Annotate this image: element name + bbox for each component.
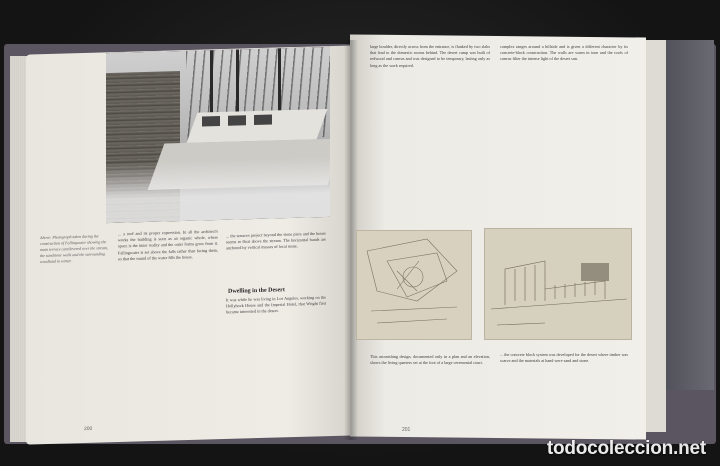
tree-trunk bbox=[278, 48, 281, 118]
watermark-brand: todocoleccion bbox=[546, 438, 674, 459]
right-text-column-4: ... the concrete block system was developed for the desert where timber was scarce and the materials at hand were sand and stone. bbox=[500, 352, 628, 364]
right-text-column-3: This astonishing design, documented only in a plan and an elevation, shows the living quarters set at the foot of a large ceremonial court. bbox=[370, 354, 490, 366]
plan-sketch bbox=[356, 230, 472, 340]
terrace-window bbox=[228, 115, 246, 126]
site-watermark bbox=[547, 438, 706, 460]
left-page-number: 200 bbox=[84, 425, 93, 433]
photo-snow bbox=[106, 157, 330, 223]
plan-sketch-drawing bbox=[357, 231, 473, 341]
left-text-column-1: ... a roof and its proper expression. In all the architect's works the building is seen as an organic whole, where space is the inner reality and the outer forms grow from it. Fallingwater is set above the falls rather than facing them, so that the sound of the water fills the house. bbox=[118, 228, 218, 262]
section-subheading: Dwelling in the Desert bbox=[228, 287, 285, 295]
elevation-sketch-drawing bbox=[485, 229, 633, 341]
fallingwater-photograph bbox=[106, 47, 330, 223]
terrace-window bbox=[202, 116, 220, 127]
book-spine-edge bbox=[662, 40, 714, 390]
terrace-window bbox=[254, 114, 272, 125]
right-page-number: 201 bbox=[402, 427, 411, 433]
left-text-column-2: ... the terraces project beyond the stone piers and the house seems to float above the stream. The horizontal bands are anchored by vertical masses of local stone. bbox=[226, 230, 326, 251]
right-text-column-2: complex ranges around a hillside and is given a different character by its concrete-block construction. The walls are warm in tone and the roofs of canvas filter the intense light of the desert sun. bbox=[500, 44, 628, 62]
left-text-column-2b: It was while he was living in Los Angeles, working on the Hollyhock House and the Imperial Hotel, that Wright first became interested in the desert. bbox=[226, 294, 326, 315]
watermark-suffix: .net bbox=[673, 438, 706, 459]
right-text-column-1: large boulder, directly across from the entrance, is flanked by two slabs that lead to the domestic rooms behind. The desert camp was built of redwood and canvas and was designed to be temporary, lasting only as long as the work required. bbox=[370, 44, 490, 68]
elevation-sketch bbox=[484, 228, 632, 340]
photo-caption: Above: Photograph taken during the construction of Fallingwater showing the main terrace cantilevered over the stream, the sandstone walls and the surrounding woodland in winter. bbox=[40, 233, 108, 264]
